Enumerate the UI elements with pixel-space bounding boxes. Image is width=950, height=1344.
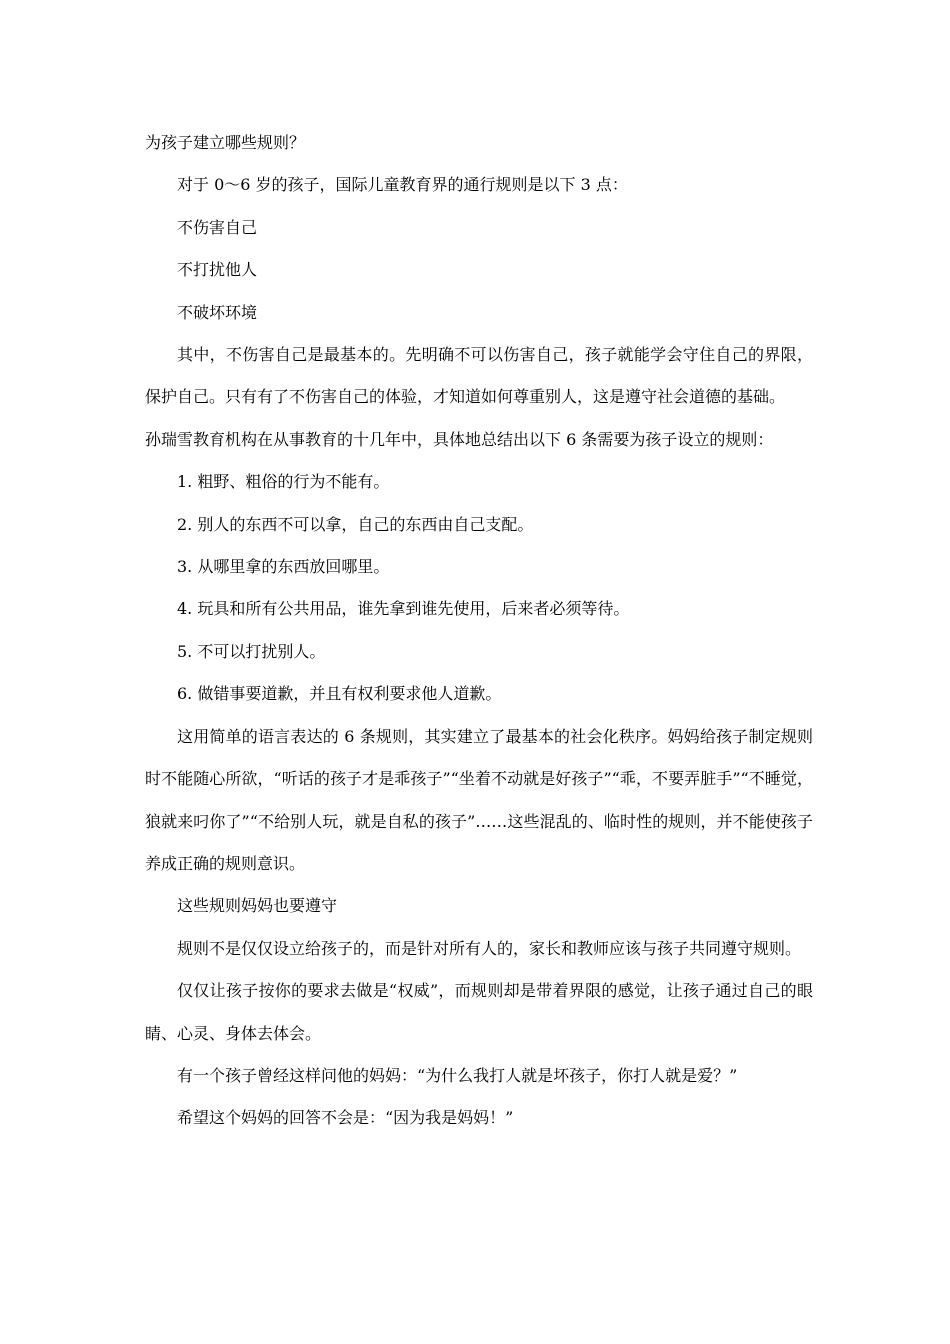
- paragraph: 有一个孩子曾经这样问他的妈妈：“为什么我打人就是坏孩子，你打人就是爱？”: [177, 1065, 738, 1085]
- numbered-rule: 4. 玩具和所有公共用品，谁先拿到谁先使用，后来者必须等待。: [177, 599, 630, 619]
- section-heading: 为孩子建立哪些规则？: [145, 133, 306, 152]
- rule-item: 不伤害自己: [177, 217, 258, 237]
- numbered-rule: 2. 别人的东西不可以拿，自己的东西由自己支配。: [177, 514, 534, 534]
- numbered-rule: 6. 做错事要道歉，并且有权利要求他人道歉。: [177, 684, 502, 704]
- rule-item: 不打扰他人: [177, 260, 258, 280]
- numbered-rule: 5. 不可以打扰别人。: [177, 641, 326, 661]
- numbered-rule: 3. 从哪里拿的东西放回哪里。: [177, 557, 390, 577]
- paragraph: 仅仅让孩子按你的要求去做是“权威”，而规则却是带着界限的感觉，让孩子通过自己的眼睛、心灵、身体去体会。: [145, 981, 813, 1043]
- paragraph: 规则不是仅仅设立给孩子的，而是针对所有人的，家长和教师应该与孩子共同遵守规则。: [177, 938, 802, 958]
- section-heading: 这些规则妈妈也要遵守: [177, 896, 338, 916]
- paragraph: 希望这个妈妈的回答不会是：“因为我是妈妈！”: [177, 1108, 514, 1128]
- paragraph: 这用简单的语言表达的 6 条规则，其实建立了最基本的社会化秩序。妈妈给孩子制定规则时不能随心所欲，“听话的孩子才是乖孩子”“坐着不动就是好孩子”“乖，不要弄脏手”“不睡觉，狼就来叼你了”“不给别人玩，就是自私的孩子”……这些混乱的、临时性的规则，并不能使孩子养成正确的规则意识。: [145, 726, 813, 873]
- document-body: [145, 122, 813, 1140]
- rule-item: 不破坏环境: [177, 302, 258, 322]
- paragraph: 孙瑞雪教育机构在从事教育的十几年中，具体地总结出以下 6 条需要为孩子设立的规则：: [145, 429, 774, 449]
- numbered-rule: 1. 粗野、粗俗的行为不能有。: [177, 472, 390, 492]
- paragraph: 其中，不伤害自己是最基本的。先明确不可以伤害自己，孩子就能学会守住自己的界限，保护自己。只有有了不伤害自己的体验，才知道如何尊重别人，这是遵守社会道德的基础。: [145, 345, 813, 407]
- paragraph: 对于 0～6 岁的孩子，国际儿童教育界的通行规则是以下 3 点：: [177, 175, 628, 195]
